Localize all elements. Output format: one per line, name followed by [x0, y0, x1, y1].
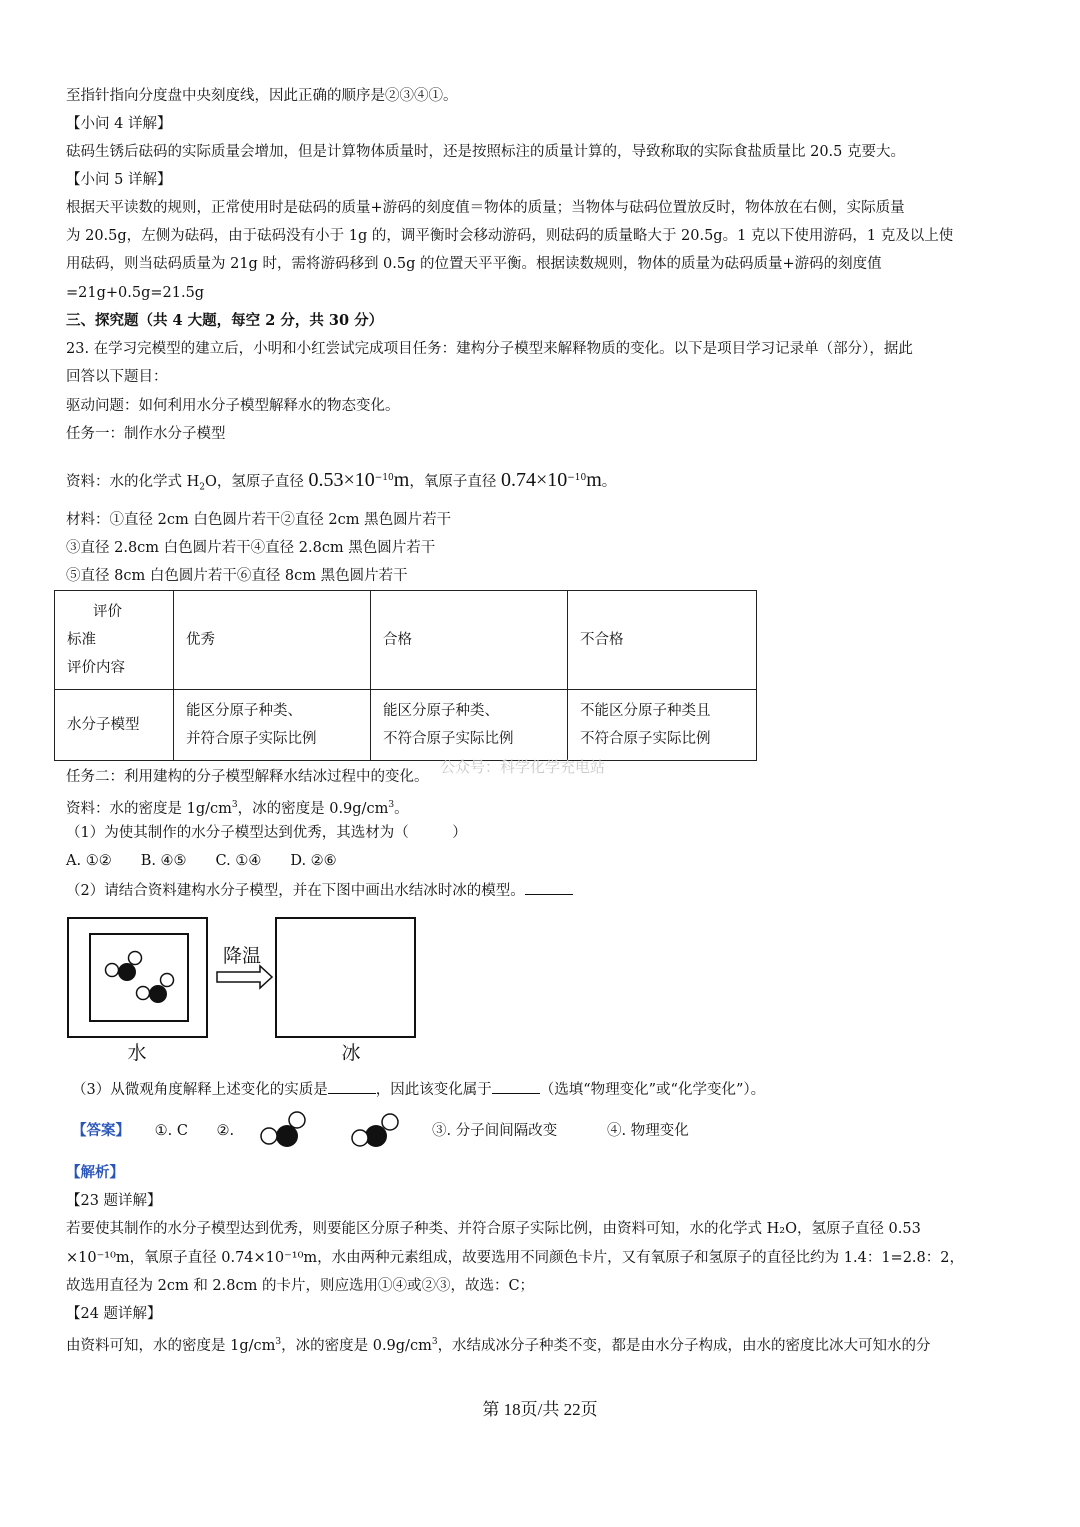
- detail-24-title: 【24 题详解】: [66, 1306, 162, 1322]
- section-title: 三、探究题（共 4 大题，每空 2 分，共 30 分）: [66, 312, 384, 329]
- material-list-2: ③直径 2.8cm 白色圆片若干④直径 2.8cm 黑色圆片若干: [66, 540, 436, 556]
- material-list-1: 材料：①直径 2cm 白色圆片若干②直径 2cm 黑色圆片若干: [66, 512, 452, 528]
- answer-molecules: [256, 1108, 416, 1154]
- material-list-3: ⑤直径 8cm 白色圆片若干⑥直径 8cm 黑色圆片若干: [66, 568, 408, 584]
- text-line: 用砝码，则当砝码质量为 21g 时，需将游码移到 0.5g 的位置天平平衡。根据读数规则，物体的质量为砝码质量+游码的刻度值: [66, 256, 882, 272]
- water-molecule-icon: [261, 1112, 305, 1147]
- question-23-line1: 23. 在学习完模型的建立后，小明和小红尝试完成项目任务：建构分子模型来解释物质的变化。以下是项目学习记录单（部分），据此: [66, 341, 913, 357]
- text-line: 至指针指向分度盘中央刻度线，因此正确的顺序是②③④①。: [66, 88, 458, 104]
- material-line: 资料：水的化学式 $H_2O$，氢原子直径 $0.53\times 10^{-10}m$，氧原子直径 $0.74\times 10^{-10}m$。: [66, 468, 617, 493]
- question-23-line2: 回答以下题目：: [66, 369, 168, 385]
- driving-question: 驱动问题：如何利用水分子模型解释水的物态变化。: [66, 398, 400, 414]
- table-header-fail: 不合格: [568, 591, 757, 690]
- watermark: 公众号：科学化学充电站: [440, 758, 606, 776]
- water-molecule-icon: [137, 974, 174, 1004]
- text-line: 根据天平读数的规则，正常使用时是砝码的质量+游码的刻度值＝物体的质量；当物体与砝码位置放反时，物体放在右侧，实际质量: [66, 200, 905, 216]
- text-line: 砝码生锈后砝码的实际质量会增加，但是计算物体质量时，还是按照标注的质量计算的，导致称取的实际食盐质量比 20.5 克要大。: [66, 144, 905, 160]
- detail-23-line2: ×10⁻¹⁰m，氧原子直径 0.74×10⁻¹⁰m，水由两种元素组成，故要选用不同颜色卡片，又有氧原子和氢原子的直径比约为 1.4：1=2.8：2，: [66, 1250, 964, 1266]
- water-molecule-icon: [106, 952, 142, 982]
- answer-line: 【答案】 ①. C ②.: [72, 1122, 235, 1139]
- water-outer-box: [68, 918, 207, 1037]
- subquestion-heading: 【小问 5 详解】: [66, 172, 172, 188]
- ice-label: 冰: [341, 1042, 361, 1064]
- ice-box: [276, 918, 415, 1037]
- question-1: （1）为使其制作的水分子模型达到优秀，其选材为（ ）: [66, 825, 467, 841]
- table-cell-pass: 能区分原子种类、 不符合原子实际比例: [371, 690, 568, 761]
- table-cell-good: 能区分原子种类、 并符合原子实际比例: [174, 690, 371, 761]
- task-one: 任务一：制作水分子模型: [66, 426, 226, 442]
- detail-24-line1: 由资料可知，水的密度是 $1g/cm^3$，冰的密度是 $0.9g/cm^3$，水结成冰分子种类不变，都是由水分子构成，由水的密度比冰大可知水的分: [66, 1337, 931, 1354]
- table-header-pass: 合格: [371, 591, 568, 690]
- text-line: =21g+0.5g=21.5g: [66, 285, 205, 301]
- water-label: 水: [127, 1042, 147, 1064]
- table-header-corner: 评价 标准 评价内容: [55, 591, 174, 690]
- text-line: 为 20.5g，左侧为砝码，由于砝码没有小于 1g 的，调平衡时会移动游码，则砝码的质量略大于 20.5g。1 克以下使用游码，1 克及以上使: [66, 228, 954, 244]
- answer-3: ③. 分子间间隔改变: [432, 1123, 558, 1139]
- arrow-label: 降温: [223, 945, 262, 967]
- density-info: 资料：水的密度是 $1g/cm^3$，冰的密度是 $0.9g/cm^3$。: [66, 800, 409, 817]
- evaluation-table: [54, 590, 757, 761]
- water-ice-diagram: [60, 910, 430, 1070]
- table-cell-fail: 不能区分原子种类且 不符合原子实际比例: [568, 690, 757, 761]
- answer-blank: [525, 880, 573, 895]
- detail-23-line1: 若要使其制作的水分子模型达到优秀，则要能区分原子种类、并符合原子实际比例，由资料可知，水的化学式 H₂O，氢原子直径 0.53: [66, 1221, 921, 1237]
- task-two: 任务二：利用建构的分子模型解释水结冰过程中的变化。: [66, 769, 429, 785]
- question-2: （2）请结合资料建构水分子模型，并在下图中画出水结冰时冰的模型。: [66, 880, 573, 901]
- detail-23-line3: 故选用直径为 2cm 和 2.8cm 的卡片，则应选用①④或②③，故选：C；: [66, 1278, 535, 1294]
- question-3: （3）从微观角度解释上述变化的实质是 ，因此该变化属于 （选填“物理变化”或“化学变化”）。: [72, 1079, 765, 1100]
- table-row-label: 水分子模型: [55, 690, 174, 761]
- answer-4: ④. 物理变化: [607, 1123, 689, 1139]
- water-molecule-icon: [352, 1114, 398, 1147]
- table-header-good: 优秀: [174, 591, 371, 690]
- question-1-options: A. ①② B. ④⑤ C. ①④ D. ②⑥: [66, 853, 337, 869]
- detail-23-title: 【23 题详解】: [66, 1193, 162, 1209]
- subquestion-heading: 【小问 4 详解】: [66, 116, 172, 132]
- page-footer: 第 18页/共 22页: [482, 1400, 598, 1419]
- analysis-label: 【解析】: [66, 1164, 124, 1181]
- cooling-arrow-icon: [217, 966, 272, 988]
